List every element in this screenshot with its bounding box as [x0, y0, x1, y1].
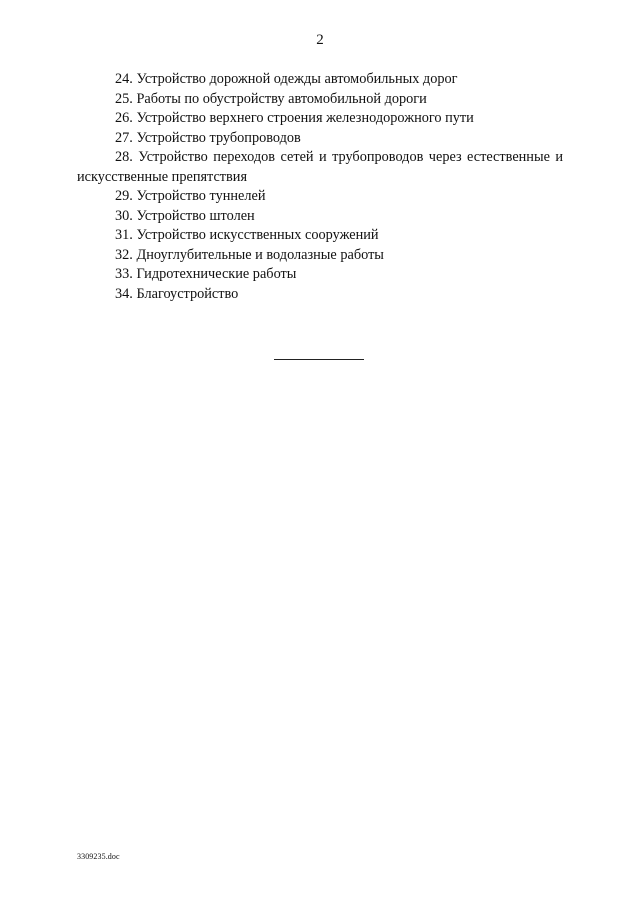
list-item: 24. Устройство дорожной одежды автомобильных дорог [115, 71, 458, 87]
list-item: 25. Работы по обустройству автомобильной дороги [115, 90, 427, 107]
list-item: 30. Устройство штолен [115, 207, 255, 224]
footer-filename: 3309235.doc [77, 852, 120, 861]
list-item: 26. Устройство верхнего строения железнодорожного пути [115, 110, 474, 126]
page-number: 2 [316, 32, 324, 48]
list-item: 33. Гидротехнические работы [115, 266, 297, 282]
list-item: 32. Дноуглубительные и водолазные работы [115, 246, 384, 263]
list-item: 27. Устройство трубопроводов [115, 129, 301, 146]
work-types-list [77, 70, 563, 304]
list-item: 34. Благоустройство [115, 285, 239, 302]
end-divider [274, 359, 364, 360]
list-item: 31. Устройство искусственных сооружений [115, 227, 379, 243]
list-item: 28. Устройство переходов сетей и трубопроводов через естественные и искусственные препятствия [77, 149, 563, 185]
list-item: 29. Устройство туннелей [115, 188, 266, 204]
